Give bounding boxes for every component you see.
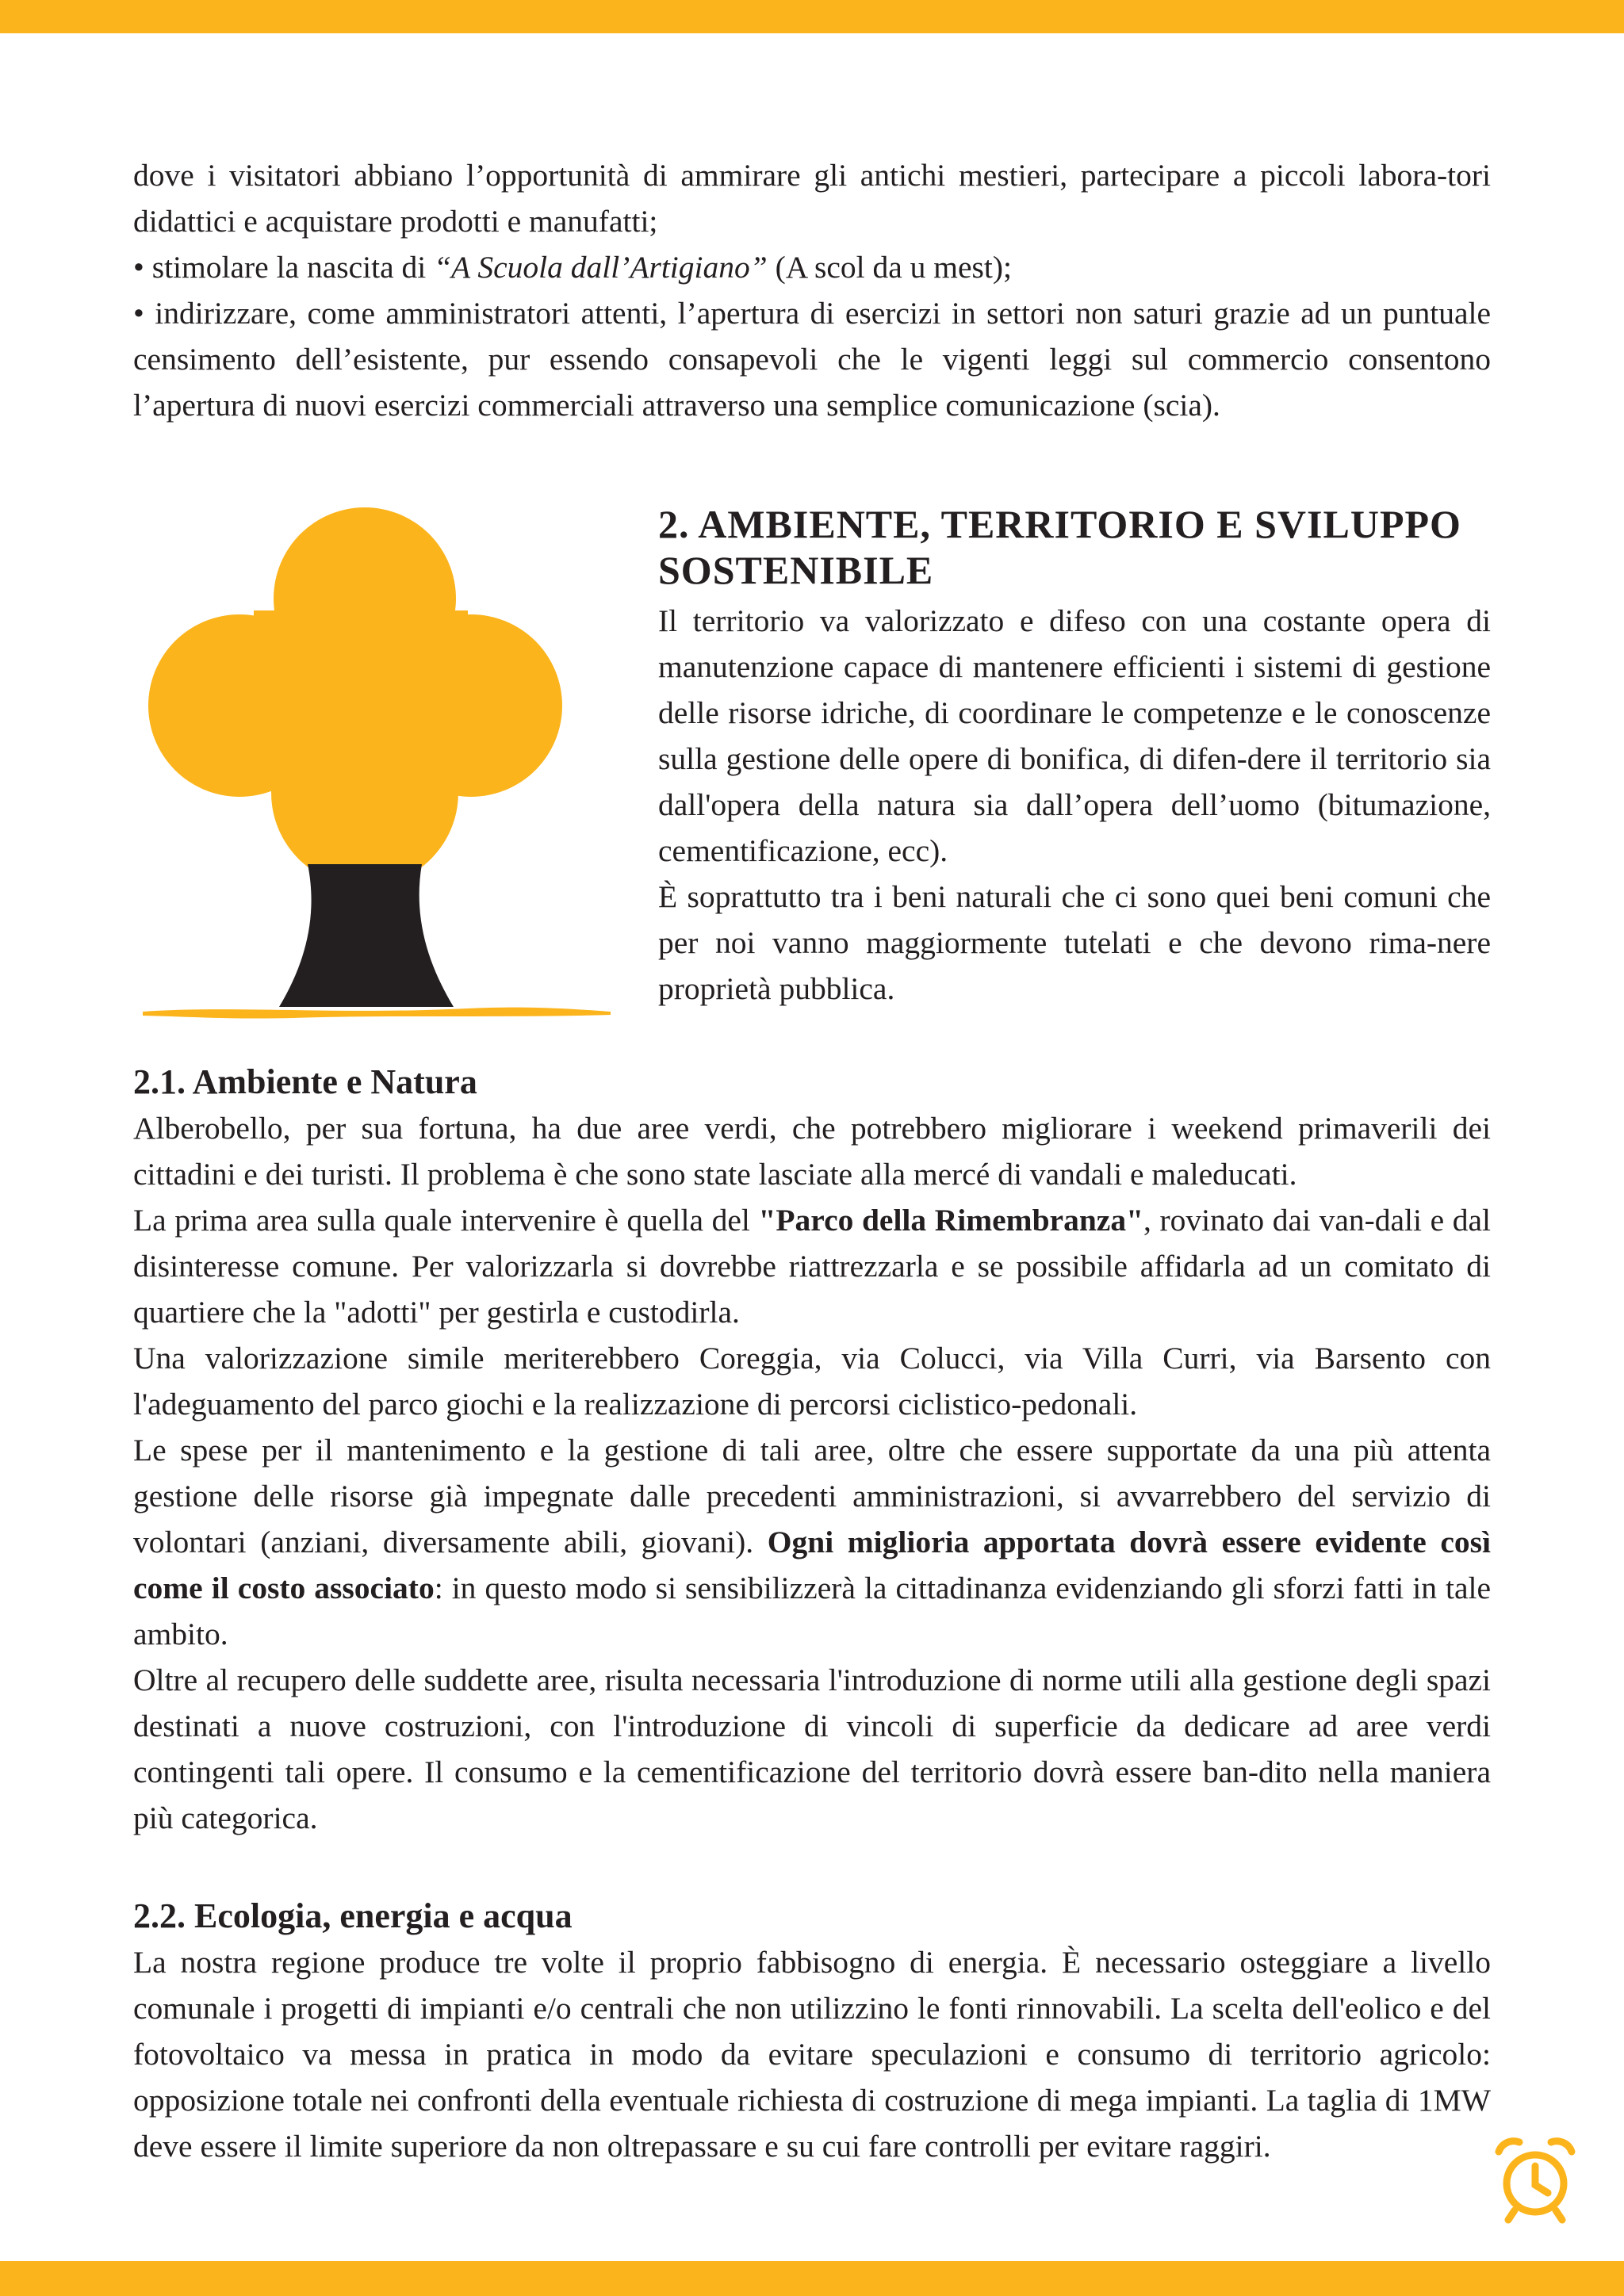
section-2-2-body [133, 1939, 1491, 2169]
intro-paragraph: dove i visitatori abbiano l’opportunità di ammirare gli antichi mestieri, partecipare a piccoli labora-tori didattici e acquistare prodotti e manufatti; [133, 158, 1491, 239]
section-2-1-paragraph-3: Una valorizzazione simile meriterebbero Coreggia, via Colucci, via Villa Curri, via Barsento con l'adeguamento del parco giochi e la realizzazione di percorsi ciclistico-pedonali. [133, 1341, 1491, 1422]
section-2-1 [133, 1059, 1491, 1841]
section-2-1-paragraph-4 [133, 1427, 1491, 1657]
bullet-1-suffix: (A scol da u mest); [767, 250, 1013, 285]
section-2-1-title: 2.1. Ambiente e Natura [133, 1062, 477, 1101]
section-2-2-paragraph-1: La nostra regione produce tre volte il proprio fabbisogno di energia. È necessario osteggiare a livello comunale i progetti di impianti e/o centrali che non utilizzino le fonti rinnovabili. La scelta dell'eolico e del fotovoltaico va messa in pratica in modo da evitare speculazioni e consumo di territorio agricolo: opposizione totale nei confronti della eventuale richiesta di costruzione di mega impianti. La taglia di 1MW deve essere il limite superiore da non oltrepassare e su cui fare controlli per evitare raggiri. [133, 1945, 1491, 2164]
p4-text-b: : in questo modo si sensibilizzerà la cittadinanza evidenziando gli sforzi fatti in tale ambito. [133, 1571, 1491, 1651]
intro-bullet-2: • indirizzare, come amministratori attenti, l’apertura di esercizi in settori non saturi grazie ad un puntuale censimento dell’esistente, pur essendo consapevoli che le vigenti leggi sul commercio consentono l’apertura di nuovi esercizi commerciali attraverso una semplice comunicazione (scia). [133, 296, 1491, 423]
p4-bold: Ogni miglioria apportata dovrà essere evidente così come il costo associato [133, 1525, 1491, 1605]
p2-text-a: La prima area sulla quale intervenire è quella del [133, 1203, 759, 1238]
section-2-paragraph-2: È soprattutto tra i beni naturali che ci sono quei beni comuni che per noi vanno maggiormente tutelati e che devono rima-nere proprietà pubblica. [658, 879, 1491, 1006]
section-2-2 [133, 1893, 1491, 2169]
intro-section [133, 152, 1491, 428]
section-2 [658, 501, 1491, 1012]
bullet-1-italic: “A Scuola dall’Artigiano” [434, 250, 768, 285]
section-2-title-line-1: 2. AMBIENTE, TERRITORIO E SVILUPPO [658, 502, 1461, 546]
section-2-title-line-2: SOSTENIBILE [658, 548, 934, 592]
section-2-2-title: 2.2. Ecologia, energia e acqua [133, 1896, 573, 1935]
alarm-clock-icon [1488, 2131, 1583, 2226]
section-2-paragraph-1: Il territorio va valorizzato e difeso con una costante opera di manutenzione capace di mantenere efficienti i sistemi di gestione delle risorse idriche, di coordinare le competenze e le conoscenze sulla gestione delle opere di bonifica, di difen-dere il territorio sia dall'opera della natura sia dall’opera dell’uomo (bitumazione, cementificazione, ecc). [658, 603, 1491, 868]
section-2-1-paragraph-2 [133, 1197, 1491, 1335]
bottom-accent-bar [0, 2261, 1624, 2296]
section-2-1-body [133, 1105, 1491, 1841]
top-accent-bar [0, 0, 1624, 33]
tree-illustration-icon [135, 507, 619, 1023]
p2-bold: "Parco della Rimembranza" [758, 1203, 1144, 1238]
p4-text-a: Le spese per il mantenimento e la gestione di tali aree, oltre che essere supportate da una più attenta gestione delle risorse già impegnate dalle precedenti amministrazioni, si avvarrebbero del servizio di volontari (anziani, diversamente abili, giovani). [133, 1433, 1491, 1559]
intro-bullet-1 [133, 244, 1491, 290]
bullet-1-prefix: • stimolare la nascita di [133, 250, 435, 285]
p2-text-b: , rovinato dai van-dali e dal disinteresse comune. Per valorizzarla si dovrebbe riattrezzarla e se possibile affidarla ad un comitato di quartiere che la "adotti" per gestirla e custodirla. [133, 1203, 1491, 1330]
section-2-title [658, 501, 1491, 593]
section-2-1-paragraph-1: Alberobello, per sua fortuna, ha due aree verdi, che potrebbero migliorare i weekend primaverili dei cittadini e dei turisti. Il problema è che sono state lasciate alla mercé di vandali e maleducati. [133, 1111, 1491, 1192]
section-2-body [658, 598, 1491, 1012]
section-2-1-paragraph-5: Oltre al recupero delle suddette aree, risulta necessaria l'introduzione di norme utili alla gestione degli spazi destinati a nuove costruzioni, con l'introduzione di vincoli di superficie da dedicare ad aree verdi contingenti tali opere. Il consumo e la cementificazione del territorio dovrà essere ban-dito nella maniera più categorica. [133, 1663, 1491, 1835]
